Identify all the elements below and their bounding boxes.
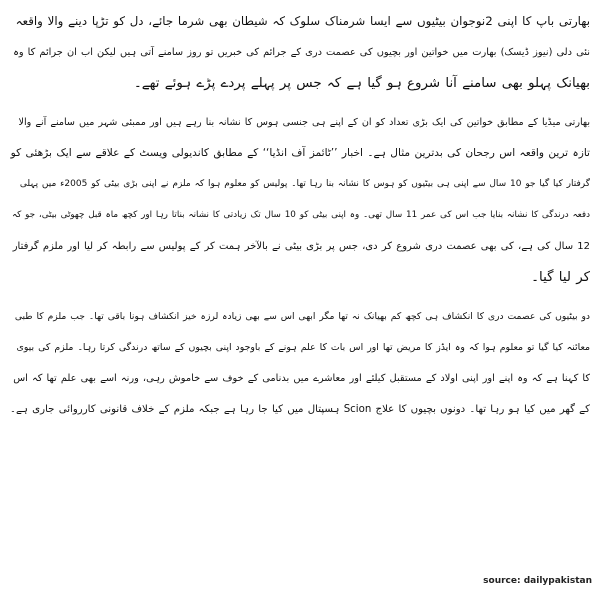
paragraph-line: دو بیٹیوں کی عصمت دری کا انکشاف ہی کچھ کم بھیانک نہ تھا مگر ابھی اس سے بھی زیادہ لرزہ خیز انکشاف ہونا باقی تھا۔ جب ملزم کا طبی xyxy=(14,311,590,322)
paragraph-line: تازہ ترین واقعہ اس رجحان کی بدترین مثال ہے۔ اخبار ’’ٹائمز آف انڈیا‘‘ کے مطابق کاندیولی ویسٹ کے علاقے سے ایک بڑھئی کو xyxy=(10,147,590,159)
paragraph-line: کے گھر میں کیا ہو رہا تھا۔ دونوں بچیوں کا علاج Scion ہسپتال میں کیا جا رہا ہے جبکہ ملزم کے خلاف قانونی کارروائی جاری ہے۔ xyxy=(10,404,590,415)
source-credit: source: dailypakistan xyxy=(483,576,592,586)
paragraph-3 xyxy=(10,301,590,425)
paragraph-line: دفعہ درندگی کا نشانہ بنایا جب اس کی عمر 11 سال تھی۔ وہ اپنی بیٹی کو 10 سال تک زیادتی کا نشانہ بناتا رہا اور کچھ ماہ قبل چھوٹی بیٹی، جو کہ xyxy=(11,210,590,220)
paragraph-line: کا کہنا ہے کہ وہ اپنے اور اپنی اولاد کے مستقبل کیلئے اور معاشرے میں بدنامی کے خوف سے خاموش رہی، ورنہ اسے بھی علم تھا کہ اس xyxy=(13,373,590,384)
paragraph-1 xyxy=(10,6,590,99)
paragraph-2 xyxy=(10,107,590,293)
paragraph-line: معائنہ کیا گیا تو معلوم ہوا کہ وہ ایڈز کا مریض تھا اور اس بات کا علم ہونے کے باوجود اپنی بچیوں کے ساتھ درندگی کرتا رہا۔ ملزم کی بیوی xyxy=(16,342,590,353)
paragraph-line: 12 سال کی ہے، کی بھی عصمت دری شروع کر دی، جس پر بڑی بیٹی نے بالآخر ہمت کر کے پولیس سے رابطہ کر لیا اور ملزم گرفتار xyxy=(12,241,590,252)
paragraph-line: بھارتی باپ کا اپنی 2نوجوان بیٹیوں سے ایسا شرمناک سلوک کہ شیطان بھی شرما جائے، دل کو تڑپا دینے والا واقعہ xyxy=(15,14,590,28)
paragraph-line: بھارتی میڈیا کے مطابق خواتین کی ایک بڑی تعداد کو ان کے اپنے ہی جنسی ہوس کا نشانہ بنا رہے ہیں اور ممبئی شہر میں سامنے آنے والا xyxy=(18,117,590,128)
paragraph-line: گرفتار کیا گیا جو 10 سال سے اپنی ہی بیٹیوں کو ہوس کا نشانہ بنا رہا تھا۔ پولیس کو معلوم ہوا کہ ملزم نے اپنی بڑی بیٹی کو 2005ء میں پہلی xyxy=(19,179,590,189)
paragraph-line: کر لیا گیا۔ xyxy=(531,270,590,285)
paragraph-line: بھیانک پہلو بھی سامنے آنا شروع ہو گیا ہے کہ جس پر پہلے پردے پڑے ہوئے تھے۔ xyxy=(133,76,590,91)
paragraph-line: نئی دلی (نیوز ڈیسک) بھارت میں خواتین اور بچیوں کی عصمت دری کے جرائم کی خبریں تو روز سامنے آتی ہیں لیکن اب ان جرائم کا وہ xyxy=(13,47,590,58)
article-body xyxy=(10,6,590,566)
